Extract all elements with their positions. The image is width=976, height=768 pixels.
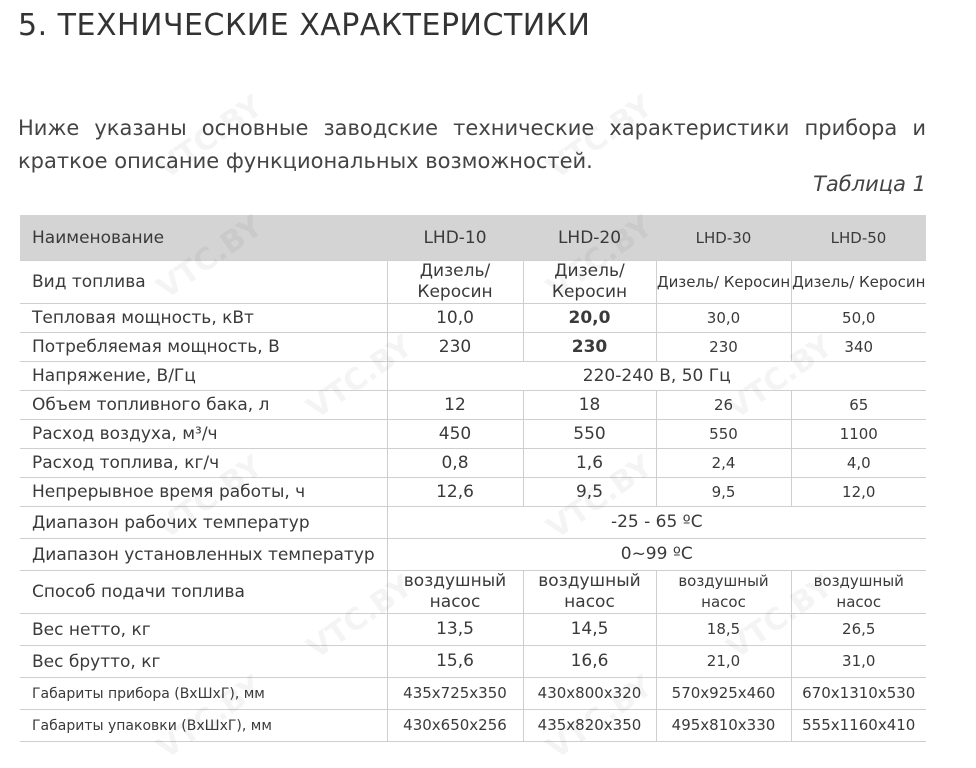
spec-table	[20, 215, 926, 742]
cell: 30,0	[656, 304, 791, 333]
cell: 10,0	[387, 304, 523, 333]
header-lhd50: LHD-50	[791, 215, 926, 261]
header-lhd20: LHD-20	[523, 215, 656, 261]
header-lhd30: LHD-30	[656, 215, 791, 261]
cell: 1100	[791, 420, 926, 449]
cell: 2,4	[656, 449, 791, 478]
cell: 340	[791, 333, 926, 362]
cell: 430x800x320	[523, 678, 656, 710]
cell: 26	[656, 391, 791, 420]
cell: 14,5	[523, 614, 656, 646]
cell: 0~99 ºС	[387, 539, 926, 571]
cell: 20,0	[523, 304, 656, 333]
header-lhd10: LHD-10	[387, 215, 523, 261]
cell: 430x650x256	[387, 710, 523, 742]
cell: 13,5	[387, 614, 523, 646]
cell: 12,6	[387, 478, 523, 507]
table-row	[20, 333, 926, 362]
row-label: Вес брутто, кг	[20, 646, 387, 678]
table-row	[20, 539, 926, 571]
table-row	[20, 391, 926, 420]
cell: 16,6	[523, 646, 656, 678]
cell: 230	[523, 333, 656, 362]
cell: 230	[387, 333, 523, 362]
row-label: Габариты прибора (ВхШхГ), мм	[20, 678, 387, 710]
table-row	[20, 420, 926, 449]
table-row	[20, 507, 926, 539]
cell: 495x810x330	[656, 710, 791, 742]
cell: 435x725x350	[387, 678, 523, 710]
cell: 435x820x350	[523, 710, 656, 742]
cell: Дизель/ Керосин	[523, 261, 656, 304]
cell: 12,0	[791, 478, 926, 507]
cell: 570x925x460	[656, 678, 791, 710]
cell: воздушный насос	[387, 571, 523, 614]
table-row	[20, 678, 926, 710]
cell: 230	[656, 333, 791, 362]
table-caption: Таблица 1	[813, 172, 926, 196]
row-label: Расход топлива, кг/ч	[20, 449, 387, 478]
cell: 15,6	[387, 646, 523, 678]
row-label: Расход воздуха, м³/ч	[20, 420, 387, 449]
row-label: Объем топливного бака, л	[20, 391, 387, 420]
row-label: Диапазон рабочих температур	[20, 507, 387, 539]
row-label: Диапазон установленных температур	[20, 539, 387, 571]
cell: -25 - 65 ºС	[387, 507, 926, 539]
row-label: Способ подачи топлива	[20, 571, 387, 614]
row-label: Габариты упаковки (ВхШхГ), мм	[20, 710, 387, 742]
cell: 555x1160x410	[791, 710, 926, 742]
cell: 670x1310x530	[791, 678, 926, 710]
cell: 21,0	[656, 646, 791, 678]
table-row	[20, 571, 926, 614]
cell: 9,5	[656, 478, 791, 507]
cell: Дизель/ Керосин	[656, 261, 791, 304]
cell: 1,6	[523, 449, 656, 478]
cell: 550	[523, 420, 656, 449]
cell: Дизель/ Керосин	[791, 261, 926, 304]
table-row	[20, 478, 926, 507]
table-row	[20, 710, 926, 742]
cell: 0,8	[387, 449, 523, 478]
cell: воздушный насос	[523, 571, 656, 614]
intro-paragraph: Ниже указаны основные заводские технические характеристики прибора и краткое описание функциональных возможностей.	[18, 116, 926, 173]
row-label: Тепловая мощность, кВт	[20, 304, 387, 333]
table-row	[20, 646, 926, 678]
cell: воздушный насос	[656, 571, 791, 614]
cell: Дизель/ Керосин	[387, 261, 523, 304]
table-row	[20, 614, 926, 646]
section-title: 5. ТЕХНИЧЕСКИЕ ХАРАКТЕРИСТИКИ	[18, 8, 591, 43]
cell: 4,0	[791, 449, 926, 478]
cell: 450	[387, 420, 523, 449]
cell: 50,0	[791, 304, 926, 333]
table-row	[20, 449, 926, 478]
table-header-row	[20, 215, 926, 261]
cell: 12	[387, 391, 523, 420]
row-label: Вид топлива	[20, 261, 387, 304]
cell: 9,5	[523, 478, 656, 507]
cell: 550	[656, 420, 791, 449]
cell: 220-240 В, 50 Гц	[387, 362, 926, 391]
cell: 65	[791, 391, 926, 420]
cell: 18,5	[656, 614, 791, 646]
table-row	[20, 261, 926, 304]
cell: воздушный насос	[791, 571, 926, 614]
row-label: Напряжение, В/Гц	[20, 362, 387, 391]
cell: 26,5	[791, 614, 926, 646]
table-row	[20, 362, 926, 391]
row-label: Потребляемая мощность, В	[20, 333, 387, 362]
cell: 31,0	[791, 646, 926, 678]
header-name: Наименование	[20, 215, 387, 261]
row-label: Непрерывное время работы, ч	[20, 478, 387, 507]
cell: 18	[523, 391, 656, 420]
table-row	[20, 304, 926, 333]
row-label: Вес нетто, кг	[20, 614, 387, 646]
